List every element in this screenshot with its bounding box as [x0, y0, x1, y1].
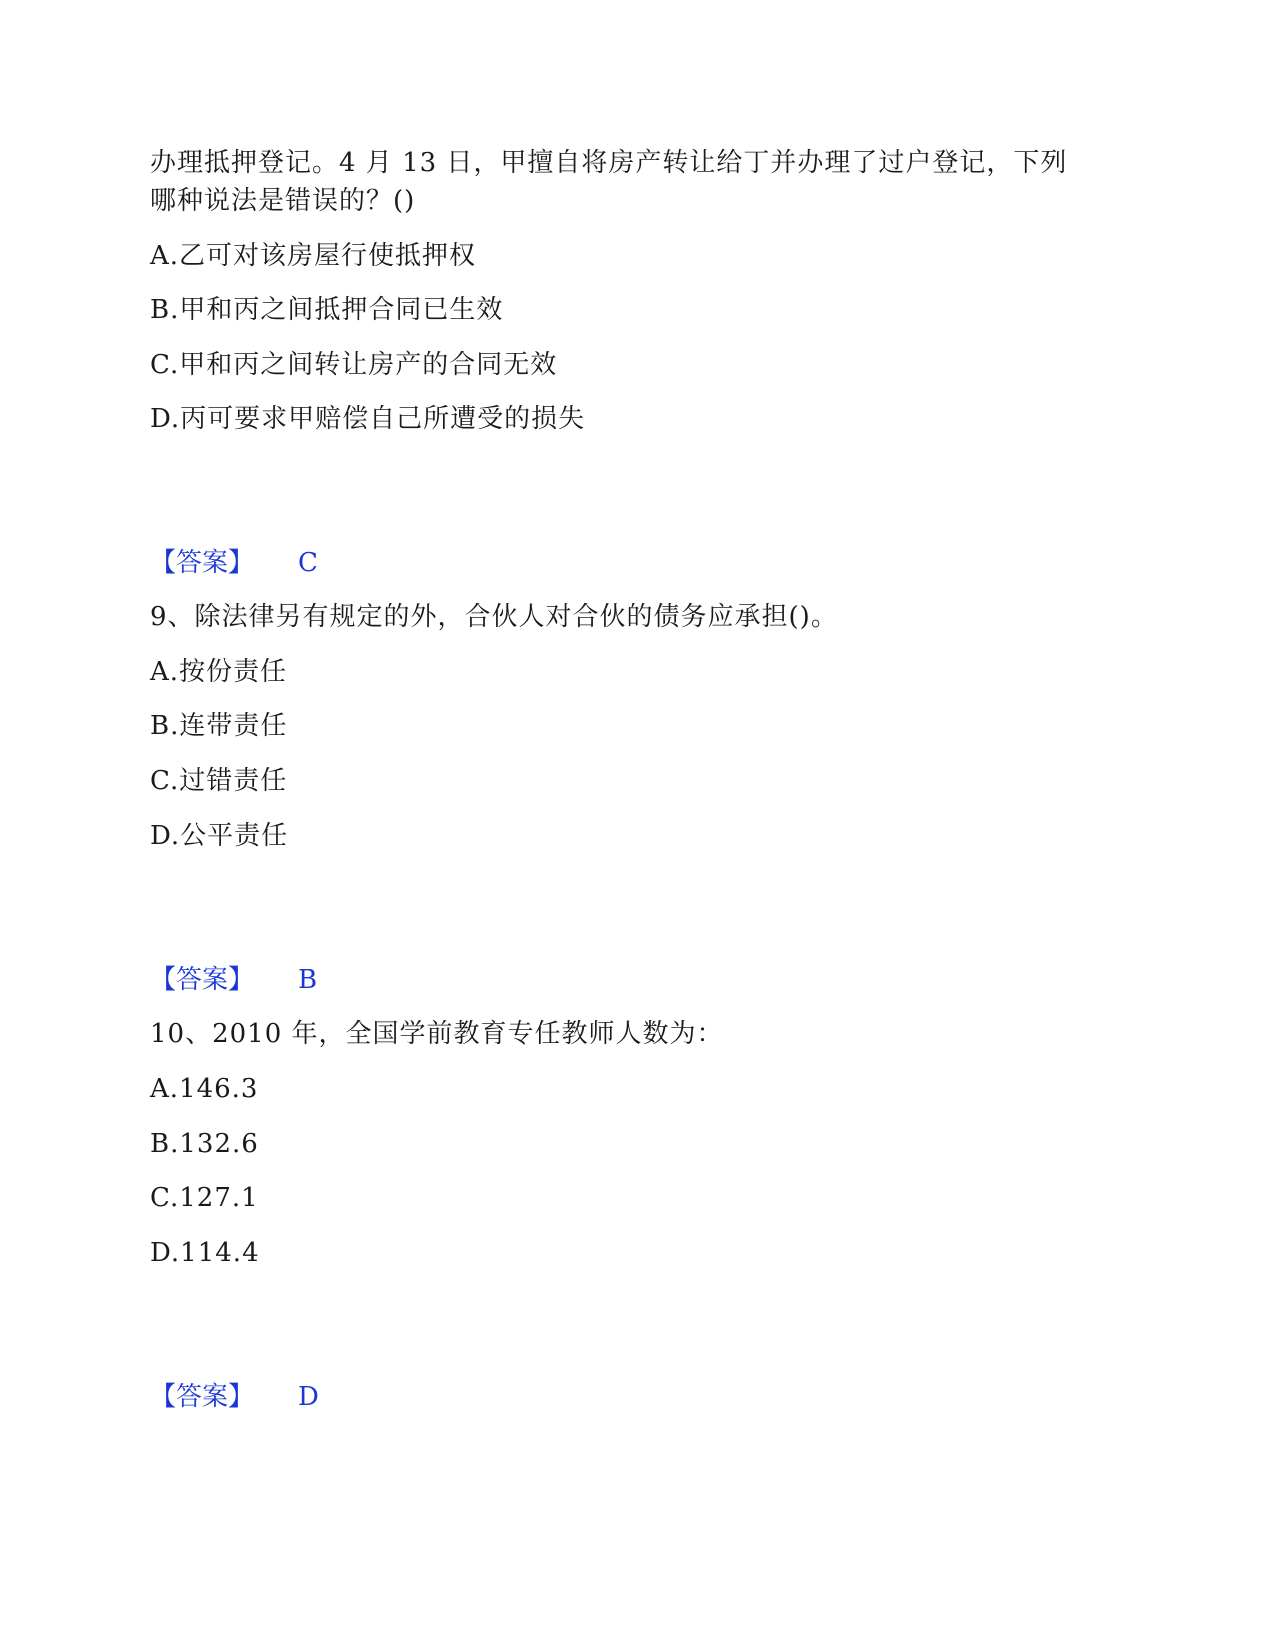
question-9-option-b: B.连带责任: [150, 711, 288, 741]
question-10-option-c: C.127.1: [150, 1183, 259, 1213]
answer-label: 【答案】: [150, 548, 255, 578]
question-9-option-c: C.过错责任: [150, 766, 288, 796]
answer-label: 【答案】: [150, 1382, 255, 1412]
question-8-option-c: C.甲和丙之间转让房产的合同无效: [150, 350, 558, 380]
answer-label: 【答案】: [150, 965, 255, 995]
answer-value: D: [298, 1382, 319, 1412]
answer-value: C: [298, 548, 318, 578]
question-9-option-d: D.公平责任: [150, 821, 289, 851]
question-8-option-b: B.甲和丙之间抵押合同已生效: [150, 295, 504, 325]
question-9-stem: 9、除法律另有规定的外，合伙人对合伙的债务应承担()。: [150, 602, 838, 632]
question-10-option-d: D.114.4: [150, 1238, 260, 1268]
question-10-stem: 10、2010 年，全国学前教育专任教师人数为：: [150, 1019, 724, 1049]
question-8-stem-line-1: 办理抵押登记。4 月 13 日，甲擅自将房产转让给丁并办理了过户登记，下列: [150, 148, 1068, 178]
question-8-answer: [150, 544, 318, 582]
question-8-stem-line-2: 哪种说法是错误的？(): [150, 186, 416, 216]
question-10-answer: [150, 1378, 319, 1416]
question-8-option-d: D.丙可要求甲赔偿自己所遭受的损失: [150, 404, 586, 434]
question-8-option-a: A.乙可对该房屋行使抵押权: [150, 241, 477, 271]
answer-value: B: [298, 965, 318, 995]
question-9-answer: [150, 961, 317, 999]
question-10-option-b: B.132.6: [150, 1129, 259, 1159]
question-10-option-a: A.146.3: [150, 1074, 259, 1104]
question-9-option-a: A.按份责任: [150, 657, 288, 687]
